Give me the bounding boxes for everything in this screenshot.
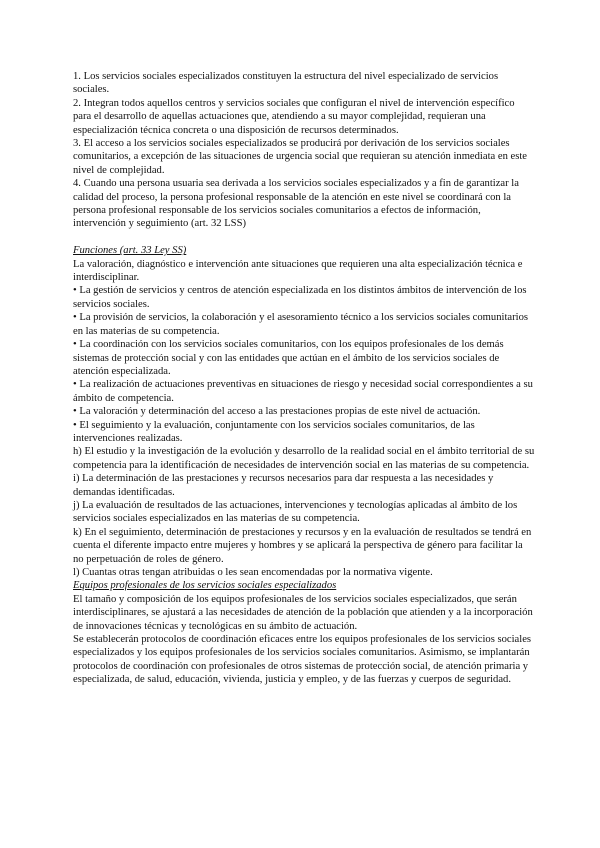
funciones-item: h) El estudio y la investigación de la evolución y desarrollo de la realidad social en el ámbito territorial de su competencia para la identificación de necesidades de intervención social en las materias de su competencia. — [73, 446, 535, 471]
funciones-item: • La realización de actuaciones preventivas en situaciones de riesgo y necesidad social correspondientes a su ámbito de competencia. — [73, 379, 533, 404]
funciones-item: k) En el seguimiento, determinación de prestaciones y recursos y en la evaluación de resultados se tendrá en cuenta el diferente impacto entre mujeres y hombres y se aplicará la perspectiva de género para facilitar la no perpetuación de roles de género. — [73, 526, 532, 565]
funciones-item: • El seguimiento y la evaluación, conjuntamente con los servicios sociales comunitarios, de las intervenciones realizadas. — [73, 419, 475, 444]
section-spacer — [73, 231, 535, 244]
intro-paragraph-2: 2. Integran todos aquellos centros y servicios sociales que configuran el nivel de intervención específico para el desarrollo de aquellas actuaciones que, atendiendo a su mayor complejidad, requieran una especialización técnica concreta o una disposición de recursos determinados. — [73, 97, 515, 136]
equipos-heading: Equipos profesionales de los servicios sociales especializados — [73, 580, 337, 592]
equipos-paragraph-1: El tamaño y composición de los equipos profesionales de los servicios sociales especializados, que serán interdisciplinares, se ajustará a las necesidades de atención de la población que atienden y a la incorporación de innovaciones técnicas y tecnológicas en su ámbito de actuación. — [73, 593, 533, 632]
intro-paragraph-4: 4. Cuando una persona usuaria sea derivada a los servicios sociales especializados y a fin de garantizar la calidad del proceso, la persona profesional responsable de la atención en este nivel se coordinará con la persona profesional responsable de los servicios sociales comunitarios a efectos de información, intervención y seguimiento (art. 32 LSS) — [73, 178, 519, 230]
document-page — [73, 70, 535, 687]
intro-paragraph-3: 3. El acceso a los servicios sociales especializados se producirá por derivación de los servicios sociales comunitarios, a excepción de las situaciones de urgencia social que requieran su atención inmediata en este nivel de complejidad. — [73, 138, 527, 176]
equipos-paragraph-2: Se establecerán protocolos de coordinación eficaces entre los equipos profesionales de los servicios sociales especializados y los equipos profesionales de los servicios sociales comunitarios. Asimismo, se implantarán protocolos de coordinación con profesionales de otros sistemas de protección social, de atención primaria y especializada, de salud, educación, vivienda, justicia y empleo, y de las fuerzas y cuerpos de seguridad. — [73, 634, 532, 686]
funciones-item: j) La evaluación de resultados de las actuaciones, intervenciones y tecnologías aplicadas al ámbito de los servicios sociales especializados en las materias de su competencia. — [73, 499, 518, 525]
funciones-heading: Funciones (art. 33 Ley SS) — [73, 245, 187, 257]
funciones-item: • La coordinación con los servicios sociales comunitarios, con los equipos profesionales de los demás sistemas de protección social y con las entidades que actúan en el ámbito de los servicios sociales de atención especializada. — [73, 339, 504, 377]
funciones-item: • La valoración y determinación del acceso a las prestaciones propias de este nivel de actuación. — [73, 406, 481, 418]
intro-paragraph-1: 1. Los servicios sociales especializados constituyen la estructura del nivel especializado de servicios sociales. — [73, 71, 499, 96]
funciones-item: • La provisión de servicios, la colaboración y el asesoramiento técnico a los servicios sociales comunitarios en las materias de su competencia. — [73, 312, 528, 337]
funciones-item: La valoración, diagnóstico e intervención ante situaciones que requieren una alta especialización técnica e interdisciplinar. — [73, 258, 523, 284]
funciones-item: i) La determinación de las prestaciones y recursos necesarios para dar respuesta a las necesidades y demandas identificadas. — [73, 473, 494, 498]
funciones-item: l) Cuantas otras tengan atribuidas o les sean encomendadas por la normativa vigente. — [73, 567, 433, 579]
funciones-item: • La gestión de servicios y centros de atención especializada en los distintos ámbitos de intervención de los servicios sociales. — [73, 285, 527, 310]
